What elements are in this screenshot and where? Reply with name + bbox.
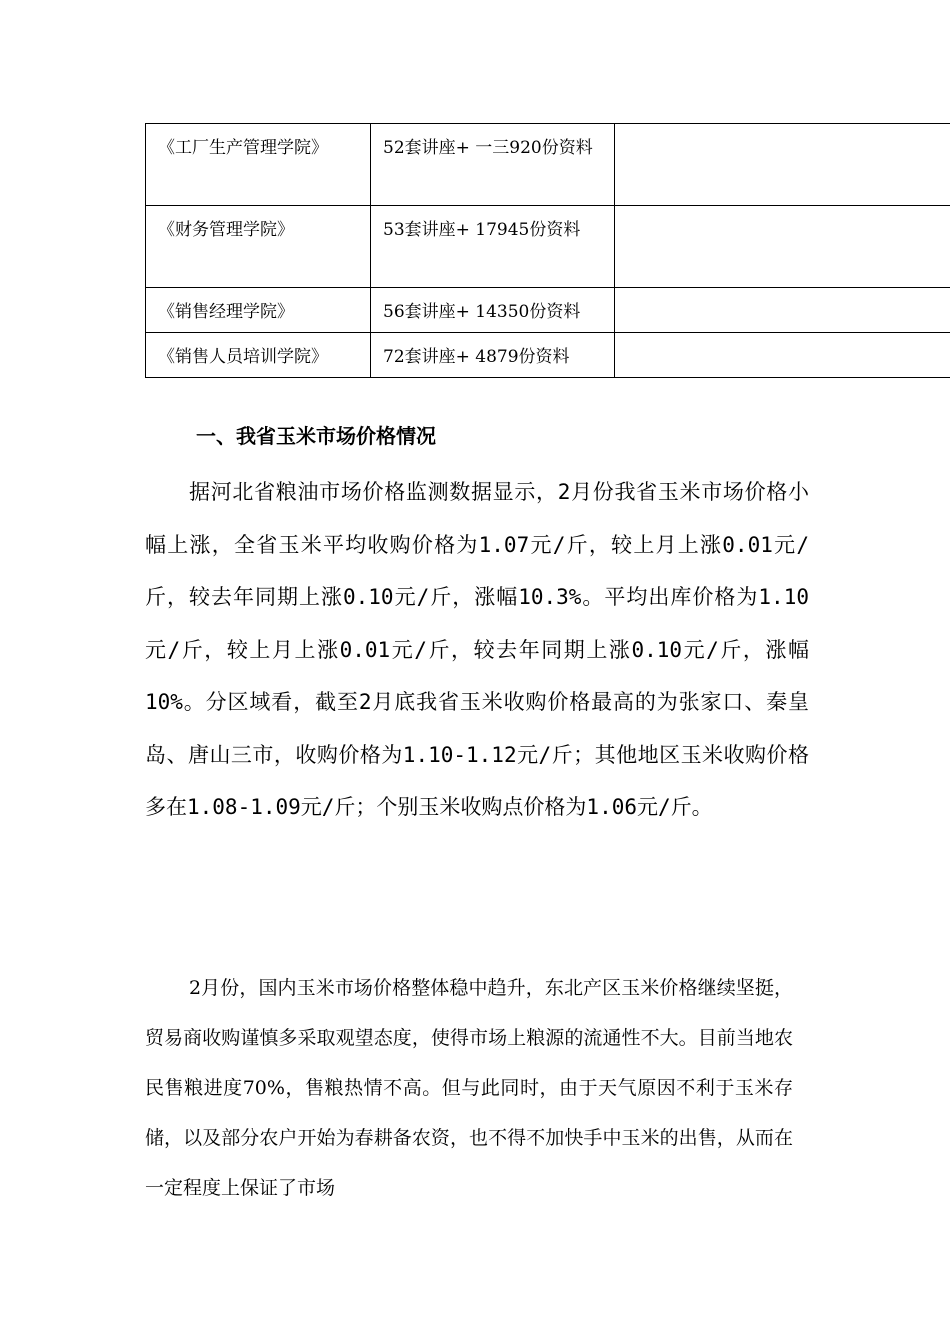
paragraph-price-data: 据河北省粮油市场价格监测数据显示，2月份我省玉米市场价格小幅上涨，全省玉米平均收购价格为1.07元/斤，较上月上涨0.01元/斤，较去年同期上涨0.10元/斤，涨幅10.3%。平均出库价格为1.10元/斤，较上月上涨0.01元/斤，较去年同期上涨0.10元/斤，涨幅10%。分区域看，截至2月底我省玉米收购价格最高的为张家口、秦皇岛、唐山三市，收购价格为1.10-1.12元/斤；其他地区玉米收购价格多在1.08-1.09元/斤；个别玉米收购点价格为1.06元/斤。 [145, 480, 809, 819]
table-cell-content: 52套讲座+ 一三920份资料 [371, 124, 615, 206]
section-heading: 一、我省玉米市场价格情况 [196, 424, 436, 448]
table-cell-extra [615, 206, 950, 288]
table-row [146, 206, 950, 288]
table-cell-content: 56套讲座+ 14350份资料 [371, 288, 615, 333]
table-cell-name: 《销售经理学院》 [146, 288, 371, 333]
table-cell-extra [615, 288, 950, 333]
table-cell-content: 53套讲座+ 17945份资料 [371, 206, 615, 288]
courses-table [145, 123, 950, 378]
table-cell-content: 72套讲座+ 4879份资料 [371, 333, 615, 378]
table-cell-extra [615, 333, 950, 378]
table-row [146, 124, 950, 206]
paragraph-market-analysis: 2月份，国内玉米市场价格整体稳中趋升，东北产区玉米价格继续坚挺，贸易商收购谨慎多采取观望态度，使得市场上粮源的流通性不大。目前当地农民售粮进度70%，售粮热情不高。但与此同时，由于天气原因不利于玉米存储，以及部分农户开始为春耕备农资，也不得不加快手中玉米的出售，从而在一定程度上保证了市场 [145, 977, 793, 1199]
table-row [146, 333, 950, 378]
table-cell-name: 《工厂生产管理学院》 [146, 124, 371, 206]
table-cell-extra [615, 124, 950, 206]
table-cell-name: 《销售人员培训学院》 [146, 333, 371, 378]
table-cell-name: 《财务管理学院》 [146, 206, 371, 288]
table-row [146, 288, 950, 333]
